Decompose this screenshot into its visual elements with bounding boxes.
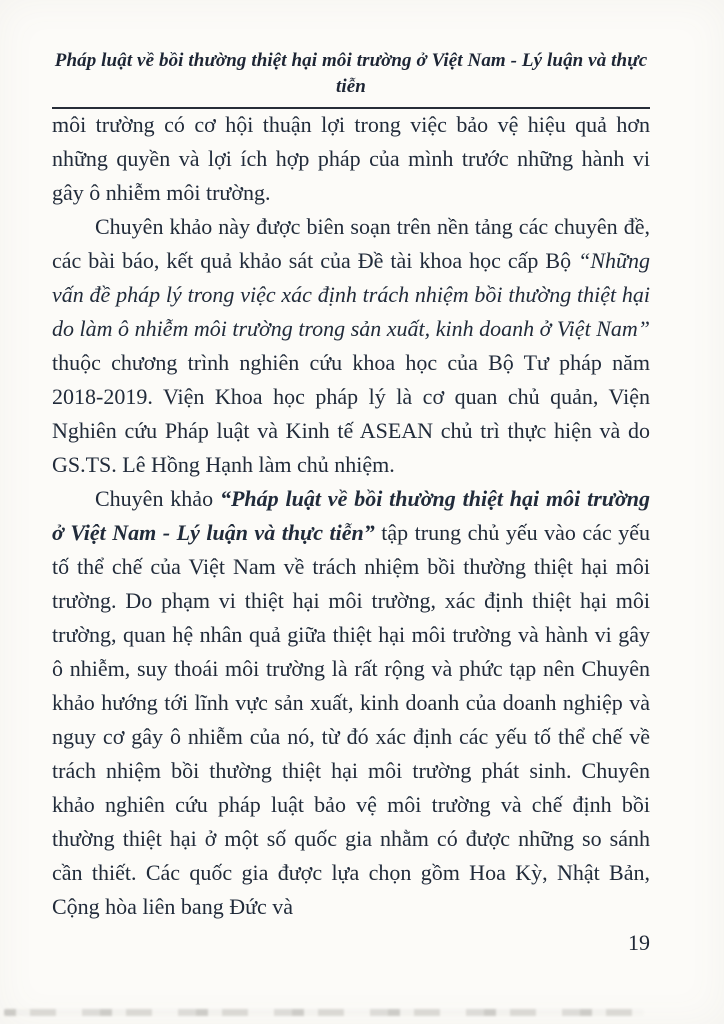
running-header — [52, 48, 650, 109]
paragraph-text: môi trường có cơ hội thuận lợi trong việc bảo vệ hiệu quả hơn những quyền và lợi ích hợp pháp của mình trước những hành vi gây ô nhiễm môi trường. — [52, 112, 650, 205]
paragraph-research-project — [52, 210, 650, 482]
scan-artifact-bottom-edge — [4, 1009, 644, 1016]
paragraph-text: tập trung chủ yếu vào các yếu tố thể chế của Việt Nam về trách nhiệm bồi thường thiệt hại môi trường. Do phạm vi thiệt hại môi trường, xác định thiệt hại môi trường, quan hệ nhân quả giữa thiệt hại môi trường và hành vi gây ô nhiễm, suy thoái môi trường là rất rộng và phức tạp nên Chuyên khảo hướng tới lĩnh vực sản xuất, kinh doanh của doanh nghiệp và nguy cơ gây ô nhiễm của nó, từ đó xác định các yếu tố thể chế về trách nhiệm bồi thường thiệt hại môi trường phát sinh. Chuyên khảo nghiên cứu pháp luật bảo vệ môi trường và chế định bồi thường thiệt hại ở một số quốc gia nhằm có được những so sánh cần thiết. Các quốc gia được lựa chọn gồm Hoa Kỳ, Nhật Bản, Cộng hòa liên bang Đức và — [52, 520, 650, 919]
paragraph-monograph-scope — [52, 482, 650, 924]
paragraph-text: Chuyên khảo này được biên soạn trên nền tảng các chuyên đề, các bài báo, kết quả khảo sát của Đề tài khoa học cấp Bộ — [52, 214, 650, 273]
page-number: 19 — [628, 930, 650, 955]
paragraph-continuation — [52, 108, 650, 210]
quoted-book-title: “Pháp luật về bồi thường thiệt hại môi trường ở Việt Nam - Lý luận và thực tiễn” — [52, 486, 650, 545]
quoted-project-title: “Những vấn đề pháp lý trong việc xác định trách nhiệm bồi thường thiệt hại do làm ô nhiễm môi trường trong sản xuất, kinh doanh ở Việt Nam” — [52, 248, 650, 341]
page-body — [52, 108, 650, 924]
paragraph-text: Chuyên khảo — [95, 486, 220, 511]
paragraph-text: thuộc chương trình nghiên cứu khoa học của Bộ Tư pháp năm 2018-2019. Viện Khoa học pháp lý là cơ quan chủ quản, Viện Nghiên cứu Pháp luật và Kinh tế ASEAN chủ trì thực hiện và do GS.TS. Lê Hồng Hạnh làm chủ nhiệm. — [52, 350, 650, 477]
running-header-title: Pháp luật về bồi thường thiệt hại môi trường ở Việt Nam - Lý luận và thực tiễn — [54, 50, 648, 97]
